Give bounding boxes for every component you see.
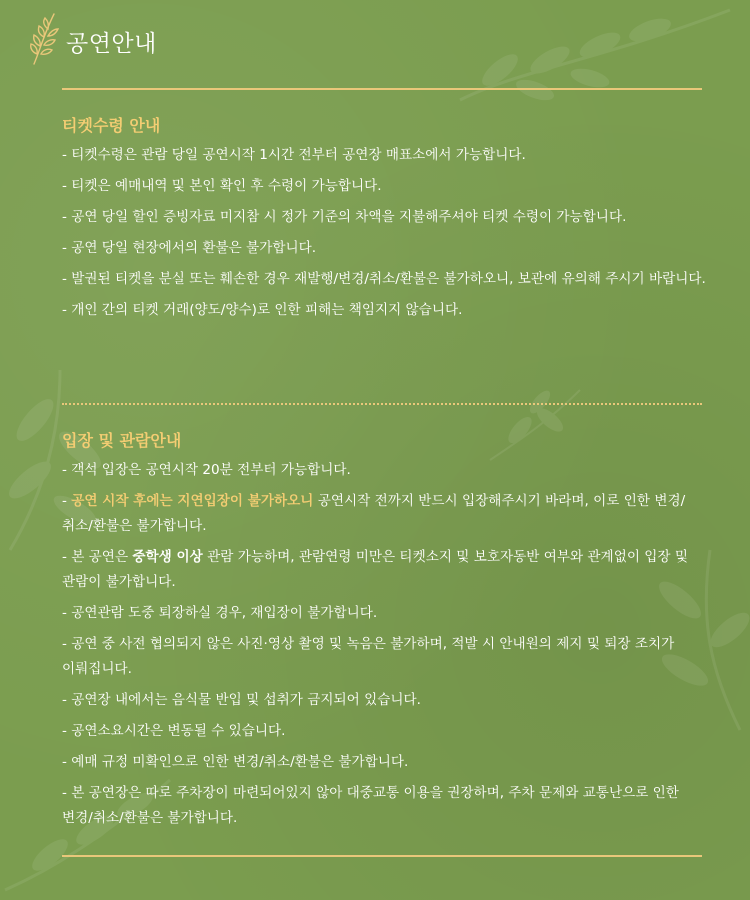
list-item: [62, 489, 706, 539]
list-item: - 공연 중 사전 협의되지 않은 사진·영상 촬영 및 녹음은 불가하며, 적발 시 안내원의 제지 및 퇴장 조치가 이뤄집니다.: [62, 636, 675, 677]
list-item: - 예매 규정 미확인으로 인한 변경/취소/환불은 불가합니다.: [62, 754, 409, 770]
list-item: - 공연 당일 현장에서의 환불은 불가합니다.: [62, 240, 317, 256]
list-item: - 티켓은 예매내역 및 본인 확인 후 수령이 가능합니다.: [62, 178, 382, 194]
late-entry-notice: 공연 시작 후에는 지연입장이 불가하오니: [71, 493, 314, 509]
list-item: [62, 545, 706, 595]
header-divider: [62, 88, 702, 90]
ticket-section-title: 티켓수령 안내: [62, 116, 161, 135]
item-text: 공연시작 전까지 반드시 입장해주시기 바라며, 이로 인한 변경/취소/환불은 불가합니다.: [62, 493, 686, 534]
list-item: - 공연관람 도중 퇴장하실 경우, 재입장이 불가합니다.: [62, 605, 378, 621]
page-header: [28, 8, 157, 68]
list-item: - 본 공연장은 따로 주차장이 마련되어있지 않아 대중교통 이용을 권장하며, 주차 문제와 교통난으로 인한 변경/취소/환불은 불가합니다.: [62, 785, 679, 826]
item-prefix: -: [62, 493, 72, 509]
footer-divider: [62, 855, 702, 857]
item-text: 관람 가능하며, 관람연령 미만은 티켓소지 및 보호자동반 여부와 관계없이 입장 및 관람이 불가합니다.: [62, 549, 688, 590]
ticket-section: [62, 115, 706, 329]
age-limit: 중학생 이상: [132, 549, 203, 565]
entry-section: [62, 430, 706, 837]
list-item: - 발권된 티켓을 분실 또는 훼손한 경우 재발행/변경/취소/환불은 불가하오니, 보관에 유의해 주시기 바랍니다.: [62, 271, 706, 287]
item-prefix: - 본 공연은: [62, 549, 133, 565]
page-title: 공연안내: [66, 30, 157, 57]
section-divider: [62, 403, 702, 405]
list-item: - 공연장 내에서는 음식물 반입 및 섭취가 금지되어 있습니다.: [62, 692, 421, 708]
list-item: - 개인 간의 티켓 거래(양도/양수)로 인한 피해는 책임지지 않습니다.: [62, 302, 463, 318]
list-item: - 공연소요시간은 변동될 수 있습니다.: [62, 723, 286, 739]
entry-section-title: 입장 및 관람안내: [62, 431, 182, 450]
list-item: - 공연 당일 할인 증빙자료 미지참 시 정가 기준의 차액을 지불해주셔야 티켓 수령이 가능합니다.: [62, 209, 627, 225]
list-item: - 객석 입장은 공연시작 20분 전부터 가능합니다.: [62, 462, 351, 478]
list-item: - 티켓수령은 관람 당일 공연시작 1시간 전부터 공연장 매표소에서 가능합니다.: [62, 147, 526, 163]
leaf-sprig-icon: [28, 10, 62, 66]
